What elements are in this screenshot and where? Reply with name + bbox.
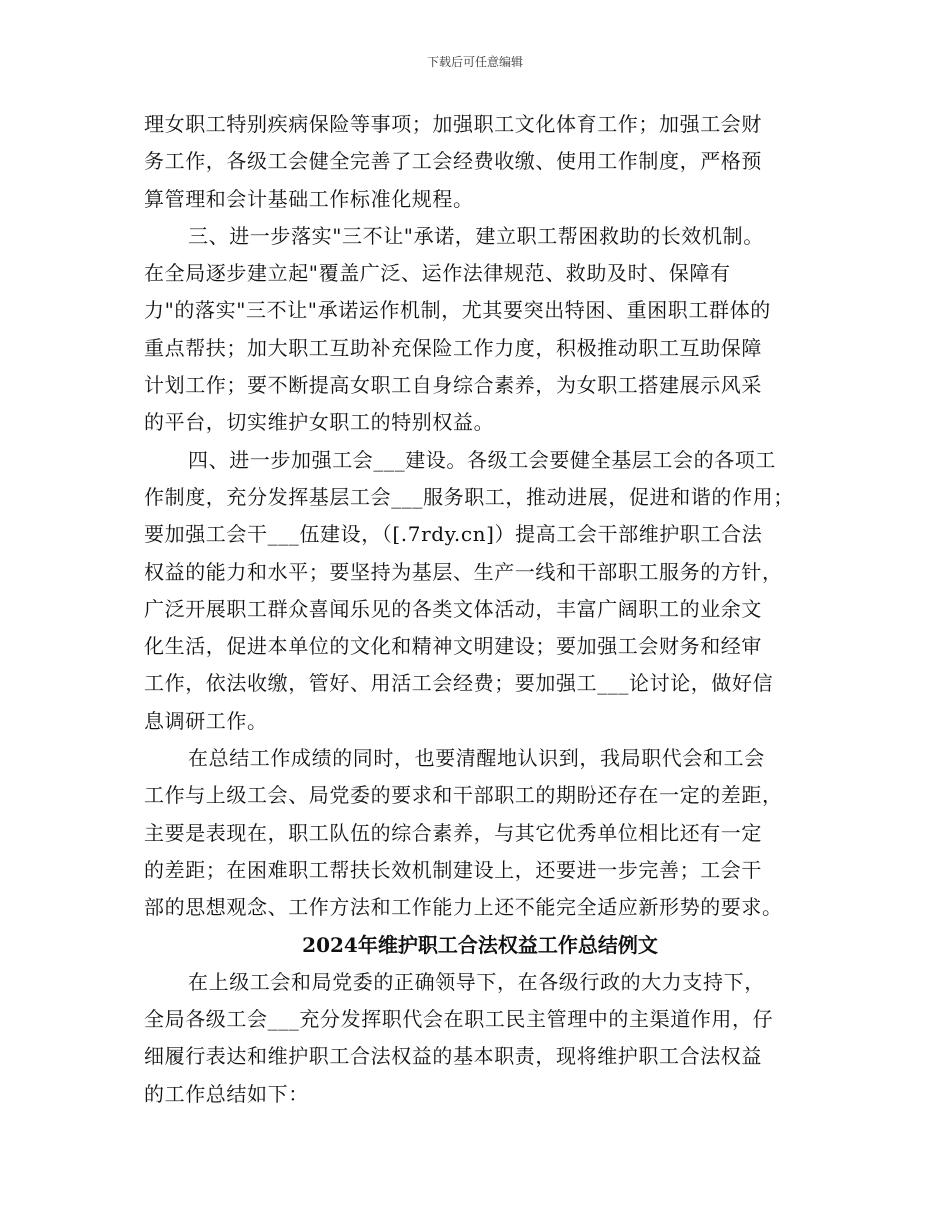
body-line: 化生活，促进本单位的文化和精神文明建设；要加强工会财务和经审 [144,634,762,659]
body-line: 细履行表达和维护职工合法权益的基本职责，现将维护职工合法权益 [144,1044,762,1069]
body-line: 作制度，充分发挥基层工会___服务职工，推动进展，促进和谐的作用； [144,484,794,509]
document-body [144,106,816,1113]
body-line: 广泛开展职工群众喜闻乐见的各类文体活动，丰富广阔职工的业余文 [144,596,762,621]
body-line: 要加强工会干___伍建设，（[.7rdy.cn]）提高工会干部维护职工合法 [144,522,763,547]
body-line: 的工作总结如下： [144,1081,309,1106]
section-three-start: 三、进一步落实"三不让"承诺，建立职工帮困救助的长效机制。 [188,223,764,248]
body-line: 务工作，各级工会健全完善了工会经费收缴、使用工作制度，严格预 [144,149,762,174]
body-line: 的平台，切实维护女职工的特别权益。 [144,410,495,435]
section-title: 2024年维护职工合法权益工作总结例文 [302,932,658,957]
section-four-start: 四、进一步加强工会___建设。各级工会要健全基层工会的各项工 [188,447,776,472]
summary-paragraph-start: 在总结工作成绩的同时，也要清醒地认识到，我局职代会和工会 [188,746,765,771]
body-line: 部的思想观念、工作方法和工作能力上还不能完全适应新形势的要求。 [144,895,783,920]
body-line: 力"的落实"三不让"承诺运作机制，尤其要突出特困、重困职工群体的 [144,298,771,323]
page-header: 下载后可任意编辑 [426,55,523,69]
body-line: 主要是表现在，职工队伍的综合素养，与其它优秀单位相比还有一定 [144,820,762,845]
body-line: 的差距；在困难职工帮扶长效机制建设上，还要进一步完善；工会干 [144,857,762,882]
body-line: 在全局逐步建立起"覆盖广泛、运作法律规范、救助及时、保障有 [144,261,731,286]
body-line: 重点帮扶；加大职工互助补充保险工作力度，积极推动职工互助保障 [144,335,762,360]
body-line: 工作，依法收缴，管好、用活工会经费；要加强工___论讨论，做好信 [144,671,774,696]
body-line: 算管理和会计基础工作标准化规程。 [144,186,474,211]
body-line: 理女职工特别疾病保险等事项；加强职工文化体育工作；加强工会财 [144,112,762,136]
body-line: 权益的能力和水平；要坚持为基层、生产一线和干部职工服务的方针， [144,559,783,584]
body-line: 计划工作；要不断提高女职工自身综合素养，为女职工搭建展示风采 [144,373,762,398]
body-line: 全局各级工会___充分发挥职代会在职工民主管理中的主渠道作用，仔 [144,1007,774,1032]
intro-paragraph-start: 在上级工会和局党委的正确领导下，在各级行政的大力支持下， [188,969,765,994]
body-line: 工作与上级工会、局党委的要求和干部职工的期盼还存在一定的差距， [144,783,783,808]
body-line: 息调研工作。 [144,708,268,733]
